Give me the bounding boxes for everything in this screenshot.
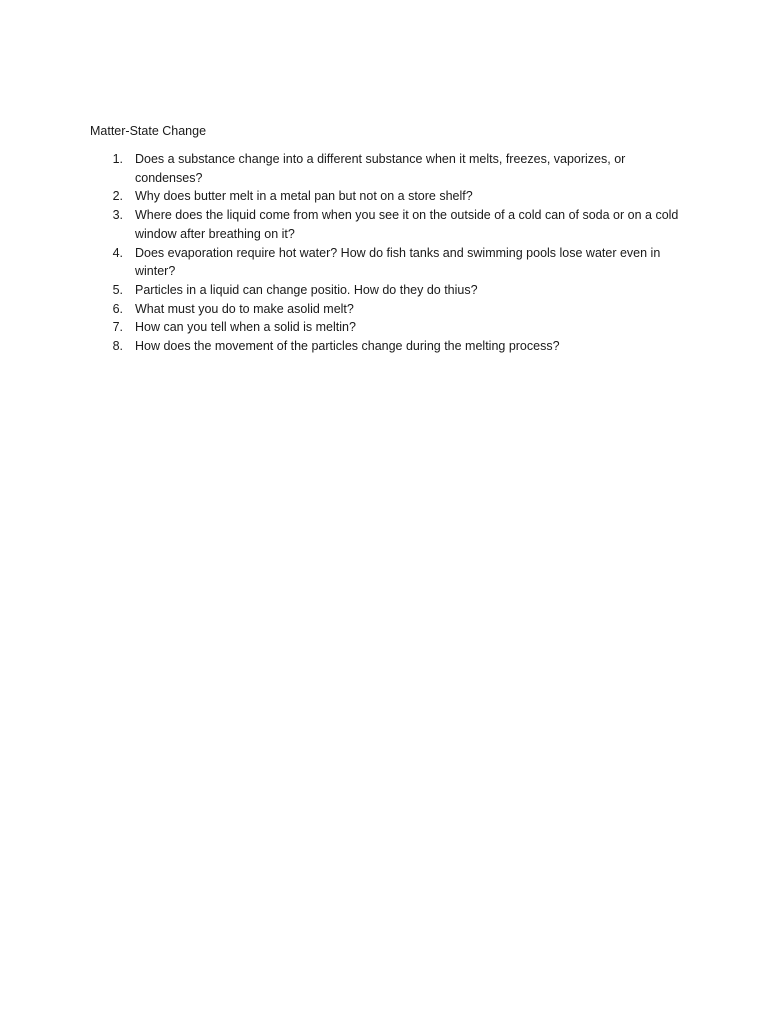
question-text: Why does butter melt in a metal pan but not on a store shelf?	[135, 189, 473, 204]
question-item	[90, 337, 680, 356]
question-number: 1.	[112, 152, 123, 166]
question-number: 8.	[112, 339, 123, 354]
question-text: How does the movement of the particles change during the melting process?	[135, 339, 560, 354]
question-text: Does a substance change into a different substance when it melts, freezes, vaporizes, or condenses?	[135, 152, 626, 185]
question-item	[90, 318, 680, 337]
question-number: 3.	[112, 208, 123, 223]
question-item	[90, 281, 680, 300]
question-text: Where does the liquid come from when you see it on the outside of a cold can of soda or on a cold window after breathing on it?	[135, 208, 679, 241]
question-number: 6.	[112, 301, 123, 316]
document-title: Matter-State Change	[90, 124, 207, 138]
question-number: 4.	[112, 245, 123, 260]
question-number: 7.	[112, 320, 123, 335]
question-number: 2.	[112, 189, 123, 204]
question-text: Particles in a liquid can change positio. How do they do thius?	[135, 282, 478, 297]
question-item	[90, 300, 680, 319]
question-item	[90, 150, 680, 187]
question-number: 5.	[112, 282, 123, 297]
question-list	[90, 150, 680, 356]
question-item	[90, 244, 680, 281]
question-item	[90, 187, 680, 206]
question-item	[90, 206, 680, 243]
question-text: Does evaporation require hot water? How do fish tanks and swimming pools lose water even in winter?	[135, 245, 661, 279]
question-text: What must you do to make asolid melt?	[135, 301, 354, 316]
question-text: How can you tell when a solid is meltin?	[135, 320, 356, 335]
